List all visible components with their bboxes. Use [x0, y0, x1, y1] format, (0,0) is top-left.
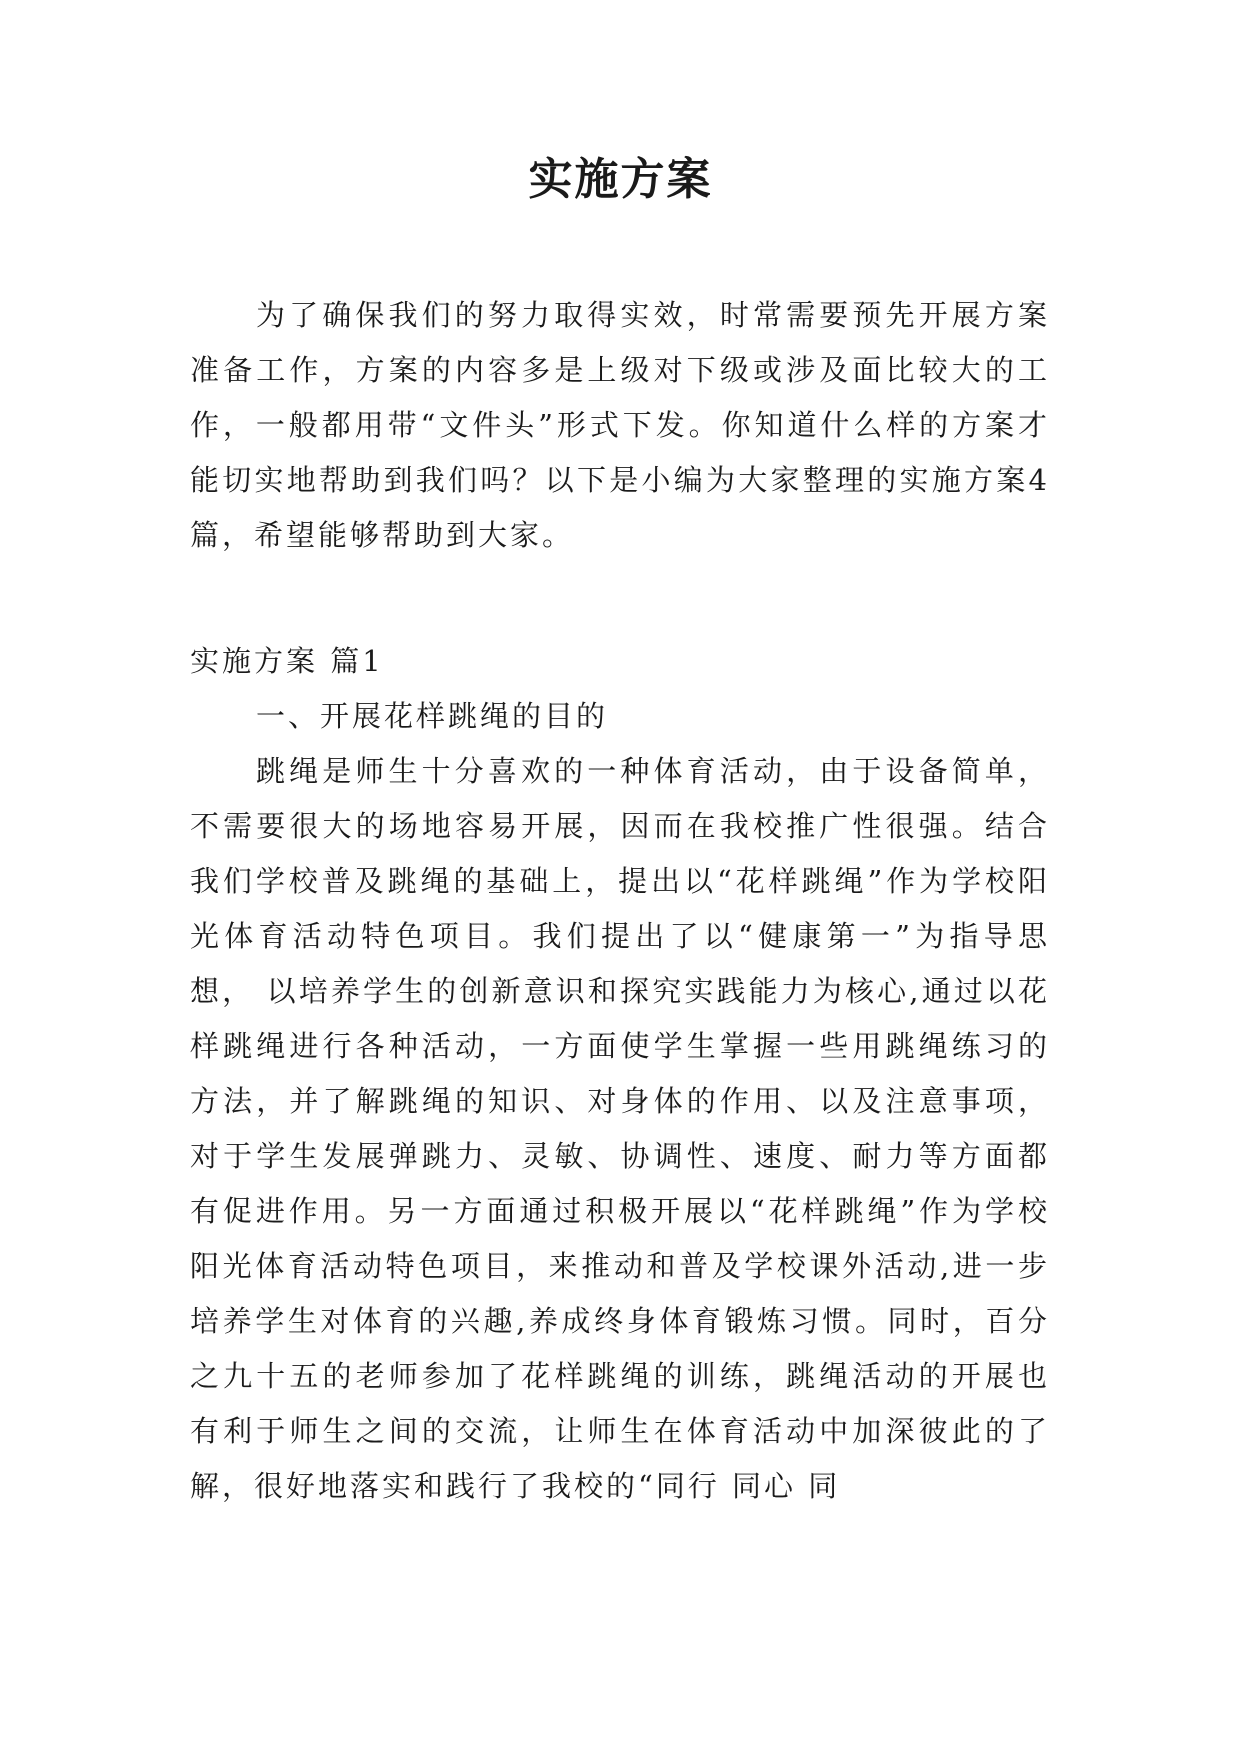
subsection-heading: 一、开展花样跳绳的目的 — [256, 699, 609, 733]
body-paragraph: 跳绳是师生十分喜欢的一种体育活动，由于设备简单，不需要很大的场地容易开展，因而在我校推广性很强。结合我们学校普及跳绳的基础上，提出以“花样跳绳”作为学校阳光体育活动特色项目。我们提出了以“健康第一”为指导思想， 以培养学生的创新意识和探究实践能力为核心,通过以花样跳绳进行各种活动，一方面使学生掌握一些用跳绳练习的方法，并了解跳绳的知识、对身体的作用、以及注意事项，对于学生发展弹跳力、灵敏、协调性、速度、耐力等方面都有促进作用。另一方面通过积极开展以“花样跳绳”作为学校阳光体育活动特色项目，来推动和普及学校课外活动,进一步培养学生对体育的兴趣,养成终身体育锻炼习惯。同时，百分之九十五的老师参加了花样跳绳的训练，跳绳活动的开展也有利于师生之间的交流，让师生在体育活动中加深彼此的了解，很好地落实和践行了我校的“同行 同心 同 — [190, 754, 1050, 1503]
section-heading: 实施方案 篇1 — [190, 644, 384, 678]
document-title: 实施方案 — [528, 154, 713, 205]
intro-paragraph: 为了确保我们的努力取得实效，时常需要预先开展方案准备工作，方案的内容多是上级对下级或涉及面比较大的工作，一般都用带“文件头”形式下发。你知道什么样的方案才能切实地帮助到我们吗？以下是小编为大家整理的实施方案4篇，希望能够帮助到大家。 — [190, 298, 1050, 552]
